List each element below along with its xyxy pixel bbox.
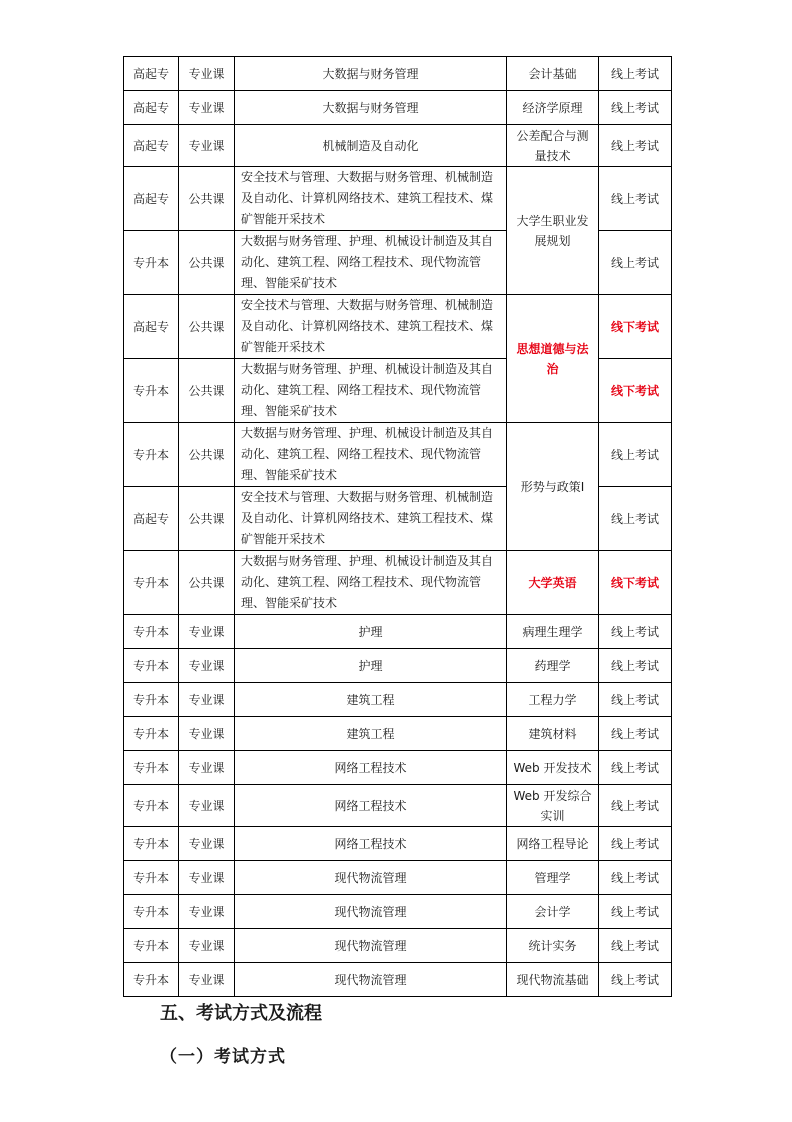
- exam-mode-cell: 线下考试: [599, 295, 672, 359]
- majors-cell: 机械制造及自动化: [235, 125, 507, 167]
- subject-cell: 大学英语: [507, 551, 599, 615]
- exam-mode-cell: 线上考试: [599, 91, 672, 125]
- course-type-cell: 公共课: [179, 295, 235, 359]
- course-type-cell: 专业课: [179, 785, 235, 827]
- level-cell: 专升本: [124, 861, 179, 895]
- majors-cell: 现代物流管理: [235, 861, 507, 895]
- level-cell: 专升本: [124, 929, 179, 963]
- table-row: [124, 861, 672, 895]
- majors-cell: 安全技术与管理、大数据与财务管理、机械制造及自动化、计算机网络技术、建筑工程技术、煤矿智能开采技术: [235, 167, 507, 231]
- majors-cell: 大数据与财务管理: [235, 91, 507, 125]
- table-row: [124, 615, 672, 649]
- subsection-heading: （一）考试方式: [160, 1047, 286, 1067]
- level-cell: 专升本: [124, 551, 179, 615]
- course-type-cell: 专业课: [179, 91, 235, 125]
- table-row: [124, 125, 672, 167]
- course-type-cell: 专业课: [179, 125, 235, 167]
- section-heading: 五、考试方式及流程: [160, 1003, 322, 1024]
- exam-mode-cell: 线上考试: [599, 827, 672, 861]
- subject-cell: 统计实务: [507, 929, 599, 963]
- course-type-cell: 公共课: [179, 359, 235, 423]
- course-type-cell: 专业课: [179, 649, 235, 683]
- majors-cell: 现代物流管理: [235, 963, 507, 997]
- course-type-cell: 专业课: [179, 861, 235, 895]
- exam-mode-cell: 线上考试: [599, 861, 672, 895]
- level-cell: 高起专: [124, 167, 179, 231]
- level-cell: 高起专: [124, 91, 179, 125]
- table-row: [124, 295, 672, 359]
- course-type-cell: 专业课: [179, 963, 235, 997]
- majors-cell: 现代物流管理: [235, 895, 507, 929]
- course-type-cell: 专业课: [179, 683, 235, 717]
- table-row: [124, 167, 672, 231]
- majors-cell: 建筑工程: [235, 717, 507, 751]
- subject-cell: 病理生理学: [507, 615, 599, 649]
- exam-mode-cell: 线上考试: [599, 785, 672, 827]
- exam-mode-cell: 线上考试: [599, 717, 672, 751]
- exam-mode-cell: 线上考试: [599, 57, 672, 91]
- course-type-cell: 公共课: [179, 423, 235, 487]
- majors-cell: 安全技术与管理、大数据与财务管理、机械制造及自动化、计算机网络技术、建筑工程技术、煤矿智能开采技术: [235, 295, 507, 359]
- majors-cell: 大数据与财务管理、护理、机械设计制造及其自动化、建筑工程、网络工程技术、现代物流管理、智能采矿技术: [235, 423, 507, 487]
- table-row: [124, 57, 672, 91]
- course-type-cell: 专业课: [179, 751, 235, 785]
- exam-mode-cell: 线上考试: [599, 963, 672, 997]
- level-cell: 专升本: [124, 615, 179, 649]
- course-type-cell: 专业课: [179, 827, 235, 861]
- exam-mode-cell: 线上考试: [599, 895, 672, 929]
- course-type-cell: 专业课: [179, 895, 235, 929]
- subject-cell: 经济学原理: [507, 91, 599, 125]
- majors-cell: 网络工程技术: [235, 751, 507, 785]
- table-row: [124, 963, 672, 997]
- level-cell: 专升本: [124, 359, 179, 423]
- table-row: [124, 649, 672, 683]
- exam-mode-cell: 线上考试: [599, 929, 672, 963]
- table-row: [124, 717, 672, 751]
- subject-cell: 会计学: [507, 895, 599, 929]
- exam-mode-cell: 线上考试: [599, 615, 672, 649]
- subject-cell: 现代物流基础: [507, 963, 599, 997]
- subject-cell: 公差配合与测量技术: [507, 125, 599, 167]
- majors-cell: 网络工程技术: [235, 785, 507, 827]
- level-cell: 专升本: [124, 963, 179, 997]
- majors-cell: 安全技术与管理、大数据与财务管理、机械制造及自动化、计算机网络技术、建筑工程技术、煤矿智能开采技术: [235, 487, 507, 551]
- exam-mode-cell: 线上考试: [599, 751, 672, 785]
- level-cell: 专升本: [124, 717, 179, 751]
- exam-mode-cell: 线上考试: [599, 231, 672, 295]
- course-type-cell: 公共课: [179, 551, 235, 615]
- majors-cell: 网络工程技术: [235, 827, 507, 861]
- level-cell: 专升本: [124, 827, 179, 861]
- table-row: [124, 895, 672, 929]
- level-cell: 专升本: [124, 751, 179, 785]
- subject-cell: 思想道德与法治: [507, 295, 599, 423]
- subject-cell: Web 开发综合实训: [507, 785, 599, 827]
- course-type-cell: 专业课: [179, 57, 235, 91]
- table-row: [124, 929, 672, 963]
- course-type-cell: 专业课: [179, 615, 235, 649]
- level-cell: 专升本: [124, 785, 179, 827]
- majors-cell: 大数据与财务管理: [235, 57, 507, 91]
- subject-cell: 形势与政策Ⅰ: [507, 423, 599, 551]
- subject-cell: Web 开发技术: [507, 751, 599, 785]
- majors-cell: 现代物流管理: [235, 929, 507, 963]
- exam-schedule-table: [123, 56, 672, 997]
- majors-cell: 大数据与财务管理、护理、机械设计制造及其自动化、建筑工程、网络工程技术、现代物流管理、智能采矿技术: [235, 231, 507, 295]
- table-row: [124, 751, 672, 785]
- course-type-cell: 专业课: [179, 717, 235, 751]
- exam-mode-cell: 线上考试: [599, 167, 672, 231]
- table-row: [124, 827, 672, 861]
- exam-mode-cell: 线上考试: [599, 423, 672, 487]
- exam-mode-cell: 线上考试: [599, 649, 672, 683]
- table-row: [124, 785, 672, 827]
- subject-cell: 工程力学: [507, 683, 599, 717]
- level-cell: 高起专: [124, 295, 179, 359]
- subject-cell: 会计基础: [507, 57, 599, 91]
- exam-mode-cell: 线下考试: [599, 359, 672, 423]
- table-row: [124, 683, 672, 717]
- course-type-cell: 专业课: [179, 929, 235, 963]
- majors-cell: 大数据与财务管理、护理、机械设计制造及其自动化、建筑工程、网络工程技术、现代物流管理、智能采矿技术: [235, 551, 507, 615]
- majors-cell: 护理: [235, 615, 507, 649]
- level-cell: 专升本: [124, 231, 179, 295]
- exam-mode-cell: 线上考试: [599, 125, 672, 167]
- subject-cell: 大学生职业发展规划: [507, 167, 599, 295]
- subject-cell: 药理学: [507, 649, 599, 683]
- level-cell: 专升本: [124, 423, 179, 487]
- course-type-cell: 公共课: [179, 487, 235, 551]
- course-type-cell: 公共课: [179, 167, 235, 231]
- table-row: [124, 551, 672, 615]
- majors-cell: 建筑工程: [235, 683, 507, 717]
- subject-cell: 网络工程导论: [507, 827, 599, 861]
- level-cell: 专升本: [124, 895, 179, 929]
- level-cell: 专升本: [124, 683, 179, 717]
- level-cell: 高起专: [124, 57, 179, 91]
- exam-mode-cell: 线上考试: [599, 683, 672, 717]
- course-type-cell: 公共课: [179, 231, 235, 295]
- level-cell: 专升本: [124, 649, 179, 683]
- table-row: [124, 91, 672, 125]
- subject-cell: 管理学: [507, 861, 599, 895]
- exam-mode-cell: 线下考试: [599, 551, 672, 615]
- exam-mode-cell: 线上考试: [599, 487, 672, 551]
- table-row: [124, 423, 672, 487]
- majors-cell: 护理: [235, 649, 507, 683]
- level-cell: 高起专: [124, 487, 179, 551]
- subject-cell: 建筑材料: [507, 717, 599, 751]
- majors-cell: 大数据与财务管理、护理、机械设计制造及其自动化、建筑工程、网络工程技术、现代物流管理、智能采矿技术: [235, 359, 507, 423]
- level-cell: 高起专: [124, 125, 179, 167]
